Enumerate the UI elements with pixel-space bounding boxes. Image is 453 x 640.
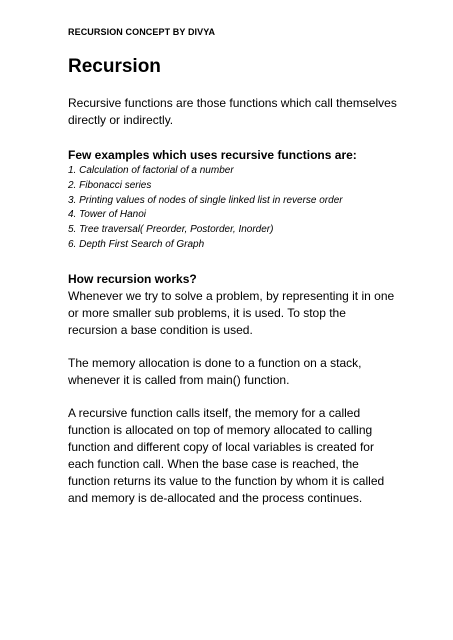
recursive-call-paragraph: A recursive function calls itself, the memory for a called function is allocated on top of memory allocated to calling function and different copy of local variables is created for each function call. When the base case is reached, the function returns its value to the function by whom it is called and memory is de-allocated and the process continues.	[68, 405, 385, 505]
examples-list	[68, 164, 398, 253]
memory-paragraph: The memory allocation is done to a function on a stack, whenever it is called from main() function.	[68, 355, 362, 387]
list-item: 3. Printing values of nodes of single linked list in reverse order	[68, 194, 343, 206]
document-body	[68, 95, 398, 507]
list-item: 5. Tree traversal( Preorder, Postorder, Inorder)	[68, 224, 274, 236]
running-header: RECURSION CONCEPT BY DIVYA	[68, 27, 216, 37]
list-item: 2. Fibonacci series	[68, 179, 152, 191]
how-it-works-heading: How recursion works?	[68, 271, 197, 286]
list-item: 1. Calculation of factorial of a number	[68, 165, 234, 176]
list-item: 6. Depth First Search of Graph	[68, 238, 205, 250]
list-item: 4. Tower of Hanoi	[68, 209, 147, 221]
how-it-works-paragraph: Whenever we try to solve a problem, by representing it in one or more smaller sub problems, it is used. To stop the recursion a base condition is used.	[68, 288, 395, 337]
intro-paragraph: Recursive functions are those functions which call themselves directly or indirectly.	[68, 96, 397, 127]
examples-heading: Few examples which uses recursive functions are:	[68, 148, 357, 162]
page-title: Recursion	[68, 56, 161, 77]
